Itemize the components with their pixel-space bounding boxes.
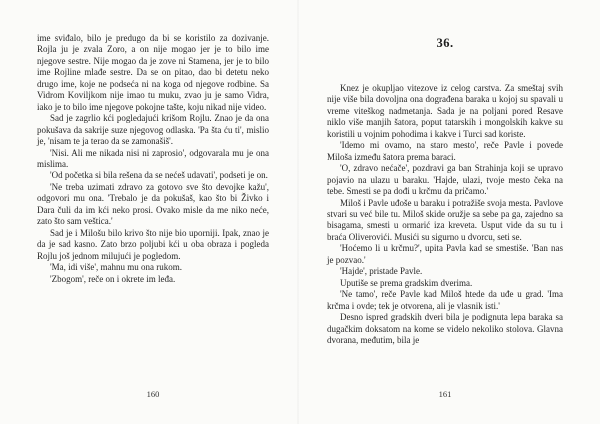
paragraph: 'Hoćemo li u krčmu?', upita Pavla kad se smestiše. 'Ban nas je pozvao.'	[327, 243, 563, 265]
paragraph: 'Zbogom', reče on i okrete im leđa.	[50, 273, 176, 284]
paragraph: 'Ma, idi više', mahnu mu ona rukom.	[50, 262, 182, 273]
paragraph: Knez je okupljao vitezove iz celog carstva. Za smeštaj svih nije više bila dovoljna ona dograđena baraka u kojoj su spavali u vreme viteškog nadmetanja. Sada je na poljani pored Resave niklo više manjih šatora, poput tatarskih i mongolskih kakve su koristili u vojnim pohodima i kakve i Turci sad koriste.	[327, 83, 563, 139]
page-left	[37, 33, 269, 399]
paragraph: Uputiše se prema gradskim dverima.	[340, 277, 473, 288]
left-page-text	[37, 33, 269, 285]
paragraph: 'Ne treba uzimati zdravo za gotovo sve što devojke kažu', odgovori mu ona. 'Trebalo je da pokušaš, kao što bi Živko i Dara čuli da im kći neko prosi. Ovako misle da me niko neće, zato što sam veštica.'	[37, 181, 269, 227]
paragraph: 'O, zdravo nećače', pozdravi ga ban Strahinja koji se upravo pojavio na ulazu u baraku. 'Hajde, ulazi, tvoje mesto čeka na tebe. Smesti se pa dođi u krčmu da pričamo.'	[327, 163, 563, 197]
paragraph: 'Hajde', pristade Pavle.	[340, 266, 423, 277]
paragraph: Desno ispred gradskih dveri bila je podignuta lepa baraka sa dugačkim doksatom na kome se videlo nekoliko stolova. Glavna dvorana, međutim, bila je	[327, 312, 563, 345]
paragraph: 'Idemo mi ovamo, na staro mesto', reče Pavle i povede Miloša između šatora prema baraci.	[327, 140, 563, 162]
page-gutter	[297, 0, 299, 424]
chapter-number: 36.	[436, 36, 454, 50]
paragraph: Sad je zagrlio kći pogledajući krišom Rojlu. Znao je da ona pokušava da sakrije suze njegovog odlaska. 'Pa šta ću ti', mislio je, 'nisam te ja terao da se zamonašiš'.	[37, 113, 269, 147]
paragraph: ime sviđalo, bilo je predugo da bi se koristilo za dozivanje. Rojla ju je zvala Zoro, a on nije mogao jer je to bilo ime njegove sestre. Nije mogao da je zove ni Stamena, jer je to bilo ime Rojline mlađe sestre. Da se on pitao, dao bi detetu neko drugo ime, koje ne podseća ni na koga od njegove rodbine. Sa Vidrom Koviljkom nije imao tu muku, zvao ju je samo Vidra, iako je to bilo ime njegove pokojne tašte, koju nikad nije video.	[37, 33, 269, 112]
paragraph: 'Nisi. Ali me nikada nisi ni zaprosio', odgovarala mu je ona mislima.	[37, 147, 269, 169]
paragraph: 'Ne tamo', reče Pavle kad Miloš htede da uđe u grad. 'Ima krčma i ovde; tek je otvorena, ali je vlasnik isti.'	[327, 289, 563, 311]
page-number: 161	[438, 389, 452, 399]
paragraph: Sad je i Milošu bilo krivo što nije bio uporniji. Ipak, znao je da je sad kasno. Zato brzo poljubi kći u oba obraza i pogleda Rojlu još jednom milujući je pogledom.	[37, 227, 269, 261]
paragraph: 'Od početka si bila rešena da se nećeš udavati', podseti je on.	[50, 170, 268, 181]
page-right	[327, 30, 563, 399]
page-number: 160	[146, 389, 160, 399]
paragraph: Miloš i Pavle uđoše u baraku i potražiše svoja mesta. Pavlove stvari su već bile tu. Miloš skide oružje sa sebe pa ga, zajedno sa bisagama, smesti u ormarić iza kreveta. Usput vide da su tu i braća Oliverovići. Musići su sigurno u dvorcu, seti se.	[327, 197, 563, 242]
right-page-text	[327, 83, 563, 346]
